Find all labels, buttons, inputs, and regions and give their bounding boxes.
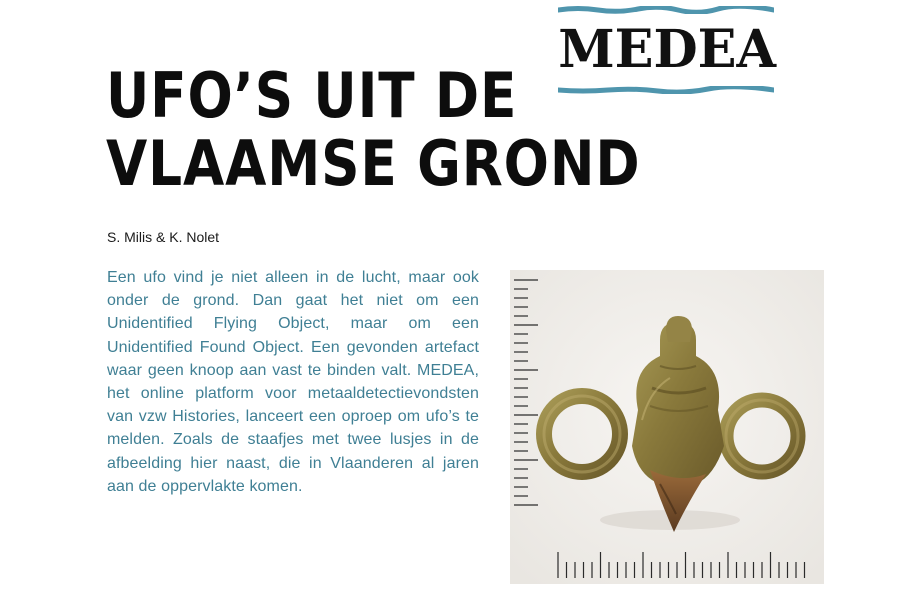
artefact-photo: [510, 270, 824, 584]
article-body: Een ufo vind je niet alleen in de lucht, maar ook onder de grond. Dan gaat het niet om een Unidentified Flying Object, maar om een Unidentified Found Object. Een gevonden artefact waar geen knoop aan vast te binden valt. MEDEA, het online platform voor metaaldetectievondsten van vzw Histories, lanceert een oproep om ufo’s te melden. Zoals de staafjes met twee lusjes in de afbeelding hier naast, die in Vlaanderen al jaren aan de oppervlakte komen.: [107, 269, 479, 495]
headline-line-2: VLAAMSE GROND: [106, 127, 641, 200]
logo-top-rule: [558, 6, 774, 14]
headline-line-1: UFO’S UIT DE: [106, 59, 518, 132]
article-authors: S. Milis & K. Nolet: [107, 229, 220, 245]
artefact-illustration: [510, 270, 824, 584]
article-headline: [106, 59, 641, 200]
logo-wordmark: MEDEA: [558, 19, 777, 80]
